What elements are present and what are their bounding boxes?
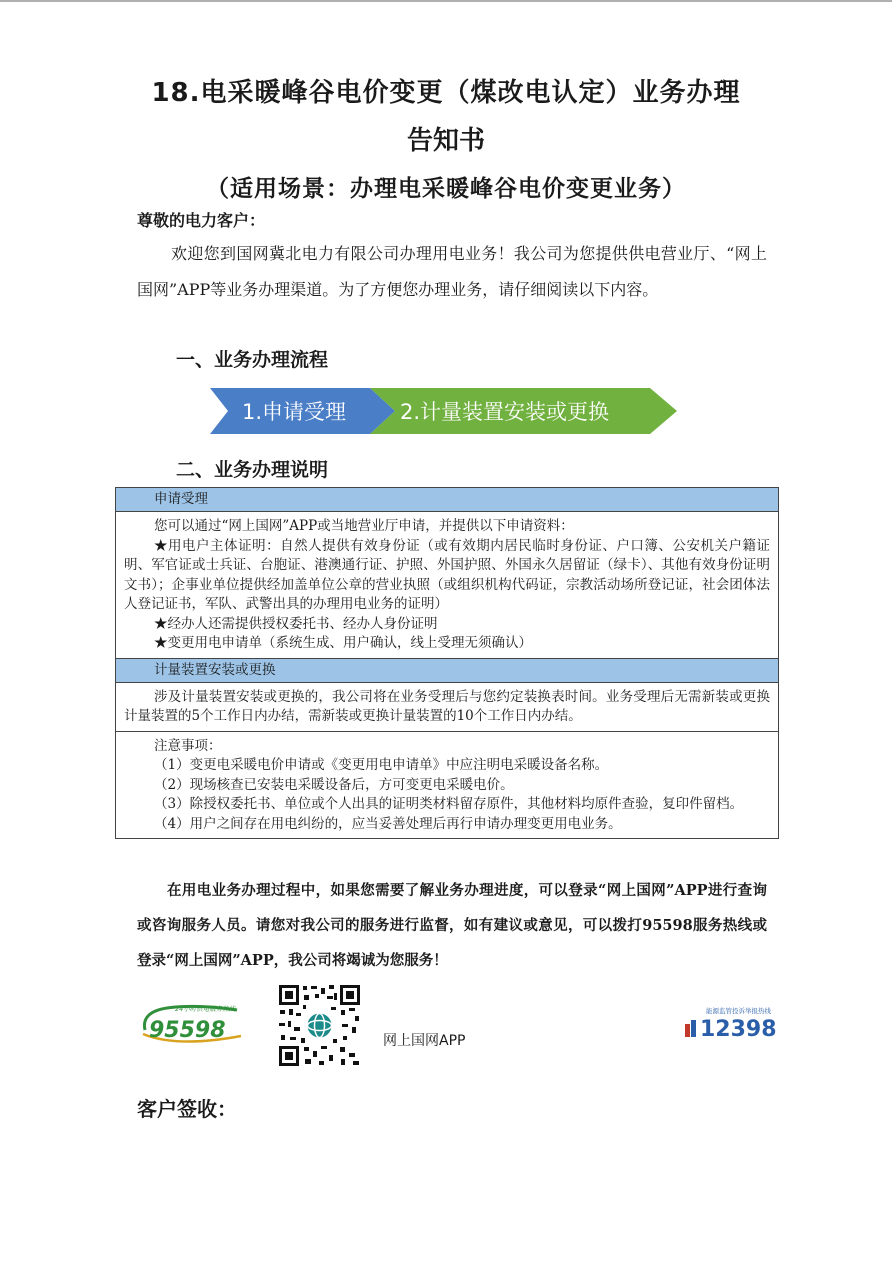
table-header-application: 申请受理 xyxy=(116,488,778,512)
process-flow-arrows xyxy=(210,386,680,436)
table-body-metering xyxy=(116,683,778,731)
supervision-12398-logo xyxy=(684,1004,779,1048)
closing-paragraph: 在用电业务办理过程中，如果您需要了解业务办理进度，可以登录“网上国网”APP进行查询或咨询服务人员。请您对我公司的服务进行监督，如有建议或意见，可以拨打95598服务热线或登录“网上国网”APP，我公司将竭诚为您服务！ xyxy=(137,882,767,969)
table-body-application xyxy=(116,512,778,658)
qr-code-icon xyxy=(277,983,362,1068)
document-title-line2: 告知书 xyxy=(406,126,485,156)
supervision-number: 12398 xyxy=(700,1017,777,1042)
process-flow xyxy=(210,386,680,440)
flow-step2-label: 2.计量装置安装或更换 xyxy=(400,400,610,424)
section-heading-process: 一、业务办理流程 xyxy=(176,349,329,371)
application-item-agent: ★经办人还需提供授权委托书、经办人身份证明 xyxy=(154,615,438,632)
note-item-1: （1）变更电采暖电价申请或《变更用电申请单》中应注明电采暖设备名称。 xyxy=(154,757,609,773)
document-title: 18.电采暖峰谷电价变更（煤改电认定）业务办理 xyxy=(151,78,741,108)
top-border-line xyxy=(0,0,892,2)
notes-title: 注意事项： xyxy=(154,737,222,754)
note-item-4: （4）用户之间存在用电纠纷的，应当妥善处理后再行申请办理变更用电业务。 xyxy=(154,815,622,832)
supervision-tag: 能源监管投诉举报热线 xyxy=(706,1007,771,1015)
note-item-3: （3）除授权委托书、单位或个人出具的证明类材料留存原件，其他材料均原件查验，复印件留档。 xyxy=(154,796,744,812)
app-qr-code xyxy=(277,983,362,1072)
business-description-table xyxy=(115,487,779,839)
table-header-metering: 计量装置安装或更换 xyxy=(116,658,778,683)
app-label: 网上国网APP xyxy=(383,1033,466,1049)
note-item-2: （2）现场核查已安装电采暖设备后，方可变更电采暖电价。 xyxy=(154,776,514,793)
hotline-logo-graphic xyxy=(137,1000,247,1048)
application-item-form: ★变更用电申请单（系统生成、用户确认，线上受理无须确认） xyxy=(154,635,532,651)
hotline-95598-logo xyxy=(137,1000,247,1052)
application-intro: 您可以通过“网上国网”APP或当地营业厅申请，并提供以下申请资料： xyxy=(154,518,574,534)
intro-paragraph: 欢迎您到国网冀北电力有限公司办理用电业务！我公司为您提供供电营业厅、“网上国网”APP等业务办理渠道。为了方便您办理业务，请仔细阅读以下内容。 xyxy=(137,244,767,299)
hotline-tag: 24小时供电服务热线 xyxy=(175,1005,236,1013)
supervision-logo-graphic xyxy=(684,1004,779,1044)
flow-step1-label: 1.申请受理 xyxy=(242,400,347,424)
metering-description: 涉及计量装置安装或更换的，我公司将在业务受理后与您约定装换表时间。业务受理后无需新装或更换计量装置的5个工作日内办结，需新装或更换计量装置的10个工作日内办结。 xyxy=(124,688,770,724)
table-notes xyxy=(116,731,778,839)
application-item-identity: ★用电户主体证明：自然人提供有效身份证（或有效期内居民临时身份证、户口簿、公安机关户籍证明、军官证或士兵证、台胞证、港澳通行证、护照、外国护照、外国永久居留证（绿卡）、其他有效身份证明文书）；企事业单位提供经加盖单位公章的营业执照（或组织机构代码证，宗教活动场所登记证，社会团体法人登记证书，军队、武警出具的办理用电业务的证明） xyxy=(124,537,770,612)
hotline-number: 95598 xyxy=(149,1018,226,1043)
greeting: 尊敬的电力客户： xyxy=(137,211,266,230)
customer-signature-label: 客户签收： xyxy=(137,1097,237,1121)
section-heading-description: 二、业务办理说明 xyxy=(176,459,329,481)
document-subtitle: （适用场景：办理电采暖峰谷电价变更业务） xyxy=(206,175,686,202)
